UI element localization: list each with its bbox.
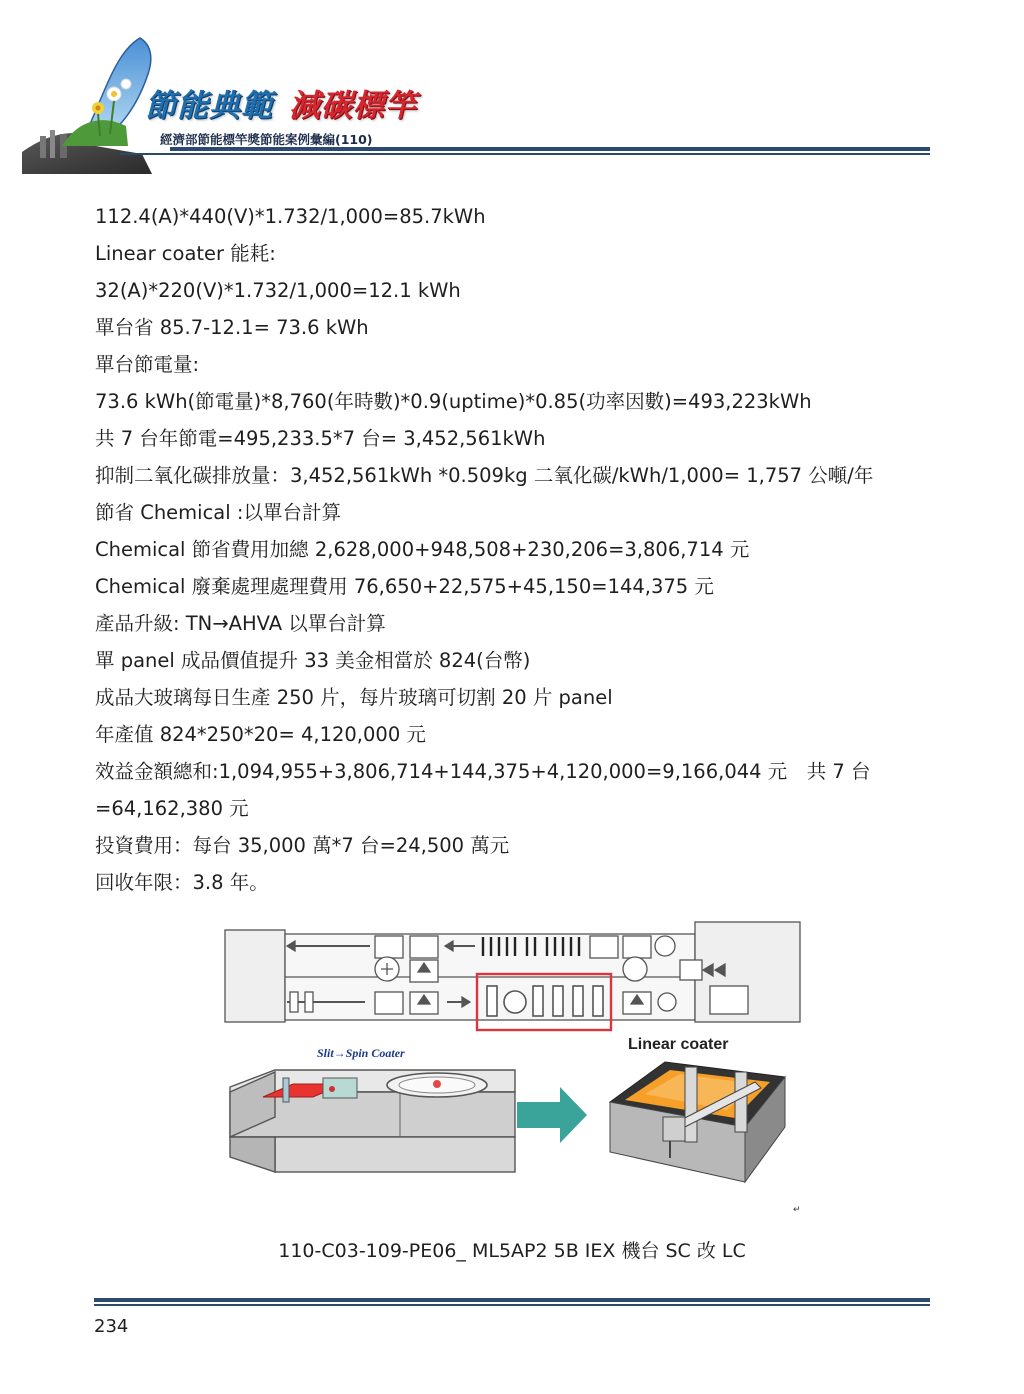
- text-line: 成品大玻璃每日生產 250 片，每片玻璃可切割 20 片 panel: [95, 686, 613, 709]
- label-linear-coater: Linear coater: [628, 1036, 729, 1053]
- text-line: 共 7 台年節電=495,233.5*7 台= 3,452,561kWh: [95, 427, 546, 450]
- equipment-figure: [215, 912, 810, 1217]
- text-line: 112.4(A)*440(V)*1.732/1,000=85.7kWh: [95, 205, 486, 228]
- page-number: 234: [94, 1316, 129, 1337]
- header-divider-thin: [120, 153, 930, 155]
- label-slit-spin-coater: Slit→Spin Coater: [317, 1046, 405, 1060]
- coater-layout-diagram: [215, 912, 810, 1217]
- text-line: 抑制二氧化碳排放量：3,452,561kWh *0.509kg 二氧化碳/kWh/1,000= 1,757 公噸/年: [95, 464, 874, 487]
- page-header-title: [145, 80, 417, 125]
- header-divider-thick: [170, 147, 930, 151]
- svg-text:↵: ↵: [793, 1205, 801, 1215]
- text-line: 73.6 kWh(節電量)*8,760(年時數)*0.9(uptime)*0.85(功率因數)=493,223kWh: [95, 390, 812, 413]
- text-line: 單 panel 成品價值提升 33 美金相當於 824(台幣): [95, 649, 531, 672]
- text-line: 節省 Chemical :以單台計算: [95, 501, 341, 524]
- text-line: Chemical 節省費用加總 2,628,000+948,508+230,206=3,806,714 元: [95, 538, 750, 561]
- title-part-2: 減碳標竿: [289, 88, 417, 124]
- text-line: 投資費用：每台 35,000 萬*7 台=24,500 萬元: [95, 834, 510, 857]
- page-header: [0, 0, 1024, 190]
- text-line: 32(A)*220(V)*1.732/1,000=12.1 kWh: [95, 279, 461, 302]
- page-header-subtitle: 經濟部節能標竿獎節能案例彙編(110): [160, 132, 373, 147]
- footer-divider-thin: [94, 1304, 930, 1306]
- text-line: 效益金額總和:1,094,955+3,806,714+144,375+4,120,000=9,166,044 元 共 7 台: [95, 760, 871, 783]
- figure-caption: 110-C03-109-PE06_ ML5AP2 5B IEX 機台 SC 改 LC: [278, 1240, 746, 1262]
- text-line: 回收年限：3.8 年。: [95, 871, 269, 894]
- text-line: Chemical 廢棄處理處理費用 76,650+22,575+45,150=144,375 元: [95, 575, 714, 598]
- body-text: [95, 198, 955, 901]
- text-line: 年產值 824*250*20= 4,120,000 元: [95, 723, 426, 746]
- slit-spin-coater-machine-icon: [230, 1070, 515, 1172]
- text-line: 單台節電量:: [95, 353, 200, 376]
- title-part-1: 節能典範: [145, 88, 273, 124]
- text-line: 產品升級: TN→AHVA 以單台計算: [95, 612, 386, 635]
- text-line: =64,162,380 元: [95, 797, 249, 820]
- text-line: 單台省 85.7-12.1= 73.6 kWh: [95, 316, 369, 339]
- text-line: Linear coater 能耗:: [95, 242, 276, 265]
- footer-divider-thick: [94, 1298, 930, 1302]
